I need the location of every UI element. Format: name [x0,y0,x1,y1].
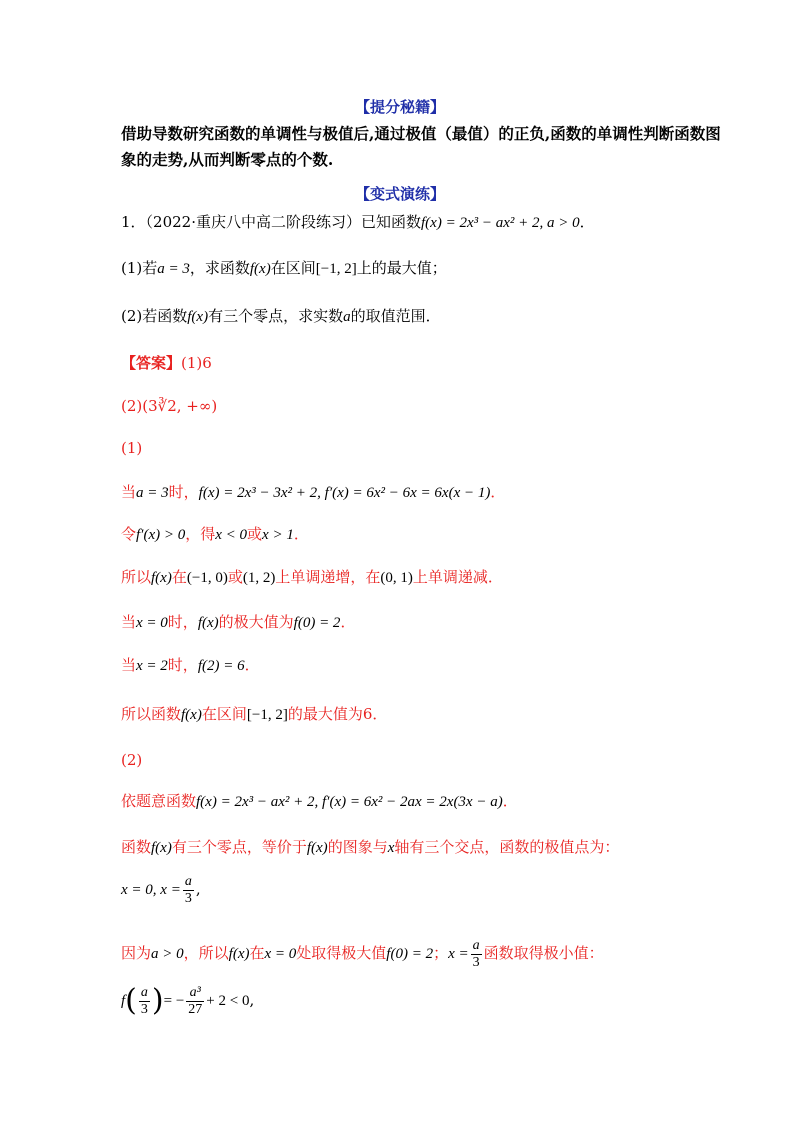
answer-1: (1)6 [181,354,212,372]
step-text: 时， [167,613,198,631]
tips-text-line-2: 象的走势,从而判断零点的个数. [121,150,334,169]
fraction-numerator: a³ [186,985,204,1002]
step-math: f(0) = 2 [386,946,434,962]
step-text: 时， [167,656,198,674]
step-text: 时， [168,483,199,501]
step-math: f(x) = 2x³ − ax² + 2, f′(x) = 6x² − 2ax = 2x(3x − a) [196,794,503,810]
step-text: 的图象与 [327,838,388,856]
exercise-intro [121,211,595,234]
solution-step-6 [121,703,387,726]
solution-step-1 [121,481,505,504]
step-text: ，所以 [183,944,229,962]
step-text: ． [490,483,506,501]
fraction-a3-over-27 [186,985,204,1018]
step-text: ． [502,792,518,810]
answer-line [121,352,212,374]
solution-part-2-label: (2) [121,751,143,769]
step-text: 因为 [121,944,152,962]
step-text: 当 [121,613,137,631]
step-math: f′(x) > 0 [136,527,186,543]
step-math: a > 0 [151,946,184,962]
paren-close: ) [151,983,164,1018]
question-2 [121,305,441,328]
step-math: (−1, 0) [186,570,228,586]
intro-formula: f(x) = 2x³ − ax² + 2, a > 0 [421,215,580,231]
solution-step-4 [121,611,355,634]
step-text: 所以函数 [121,705,182,723]
tips-heading: 【提分秘籍】 [354,98,445,116]
step-text: 处取得极大值 [296,944,387,962]
fraction-a-over-3 [139,985,150,1018]
step-text: 或 [227,568,243,586]
intro-end: ． [579,213,595,231]
step-math: (1, 2) [242,570,276,586]
solution-step-5 [121,654,260,677]
step-text: , [195,880,201,898]
step-text: 依题意函数 [121,792,197,810]
fraction-numerator: a [184,873,192,889]
q1-text: 在区间 [270,259,316,277]
step-math: f(x) [181,707,202,723]
step-text: 当 [121,483,137,501]
q1-text: (1)若 [121,259,158,277]
fraction-denominator: 27 [188,1001,203,1017]
step-math: f(x) [151,840,172,856]
fraction-denominator: 3 [472,954,480,970]
step-text: 轴有三个交点，函数的极值点为： [394,838,620,856]
tips-text-line-1: 借助导数研究函数的单调性与极值后,通过极值（最值）的正负,函数的单调性判断函数图 [121,124,721,143]
q1-condition: a = 3 [157,261,190,277]
step-text: 有三个零点，等价于 [171,838,307,856]
step-math: x = 0, x = [121,882,181,898]
question-1 [121,257,447,280]
solution-step-3 [121,566,503,589]
q1-function: f(x) [249,261,271,277]
step-math: f(0) = 2 [293,615,341,631]
fraction-denominator: 3 [140,1001,148,1017]
fraction-denominator: 3 [184,890,192,906]
fraction-a-over-3 [471,938,482,971]
step-text: ； [433,944,449,962]
step-text: , [249,991,255,1009]
solution-step-2 [121,523,309,546]
answer-label: 【答案】 [121,354,182,372]
q1-interval: [−1, 2] [315,261,357,277]
step-text: 或 [247,525,263,543]
q1-text: ，求函数 [189,259,250,277]
q2-text: 的取值范围． [350,307,441,325]
step-math: x > 1 [262,527,294,543]
step-text: 令 [121,525,137,543]
solution-step-10 [121,936,604,971]
paren-open: ( [125,983,137,1018]
step-math: x = 2 [136,658,168,674]
step-text: 在 [249,944,265,962]
step-math: f(x) [197,615,219,631]
step-math: f(2) = 6 [197,658,245,674]
step-text: ． [340,613,356,631]
step-math: f(x) [228,946,250,962]
step-text: 在区间 [201,705,247,723]
step-math: (0, 1) [380,570,413,586]
step-math: = − [163,993,185,1009]
step-text: ． [293,525,309,543]
fraction-numerator: a [472,937,480,953]
step-text: 上单调递增，在 [275,568,381,586]
step-math: f [121,993,126,1009]
step-math: + 2 < 0 [206,993,250,1009]
step-text: 函数取得极小值： [483,944,604,962]
step-text: 在 [171,568,187,586]
q2-function: f(x) [187,309,209,325]
answer-2: (2)(3∛2, +∞) [121,397,218,415]
step-text: 的极大值为 [218,613,294,631]
step-text: 函数 [121,838,152,856]
step-math: f(x) = 2x³ − 3x² + 2, f′(x) = 6x² − 6x = 6x(x − 1) [198,485,491,501]
step-text: 所以 [121,568,152,586]
q1-text: 上的最大值； [356,259,447,277]
step-text: 的最大值为6． [287,705,388,723]
q2-text: (2)若函数 [121,307,188,325]
fraction-a-over-3 [183,874,194,907]
solution-step-11 [121,978,254,1023]
intro-text: 1．（2022·重庆八中高二阶段练习）已知函数 [121,213,421,231]
step-math: f(x) [306,840,328,856]
exercise-heading: 【变式演练】 [354,185,445,203]
step-math: [−1, 2] [246,707,288,723]
step-math: x = 0 [264,946,297,962]
q2-text: 有三个零点，求实数 [208,307,344,325]
step-math: f(x) [151,570,172,586]
step-text: 上单调递减． [412,568,503,586]
step-math: x [387,840,395,856]
step-math: x = [448,946,469,962]
solution-part-1-label: (1) [121,439,143,457]
fraction-numerator: a [140,984,148,1000]
step-math: x = 0 [136,615,168,631]
step-math: a = 3 [136,485,169,501]
step-text: 当 [121,656,137,674]
solution-step-8 [121,836,619,859]
step-math: x < 0 [215,527,248,543]
solution-step-7 [121,790,518,813]
step-text: ，得 [185,525,216,543]
step-text: ． [244,656,260,674]
solution-step-9 [121,872,201,907]
q2-variable: a [343,309,351,325]
